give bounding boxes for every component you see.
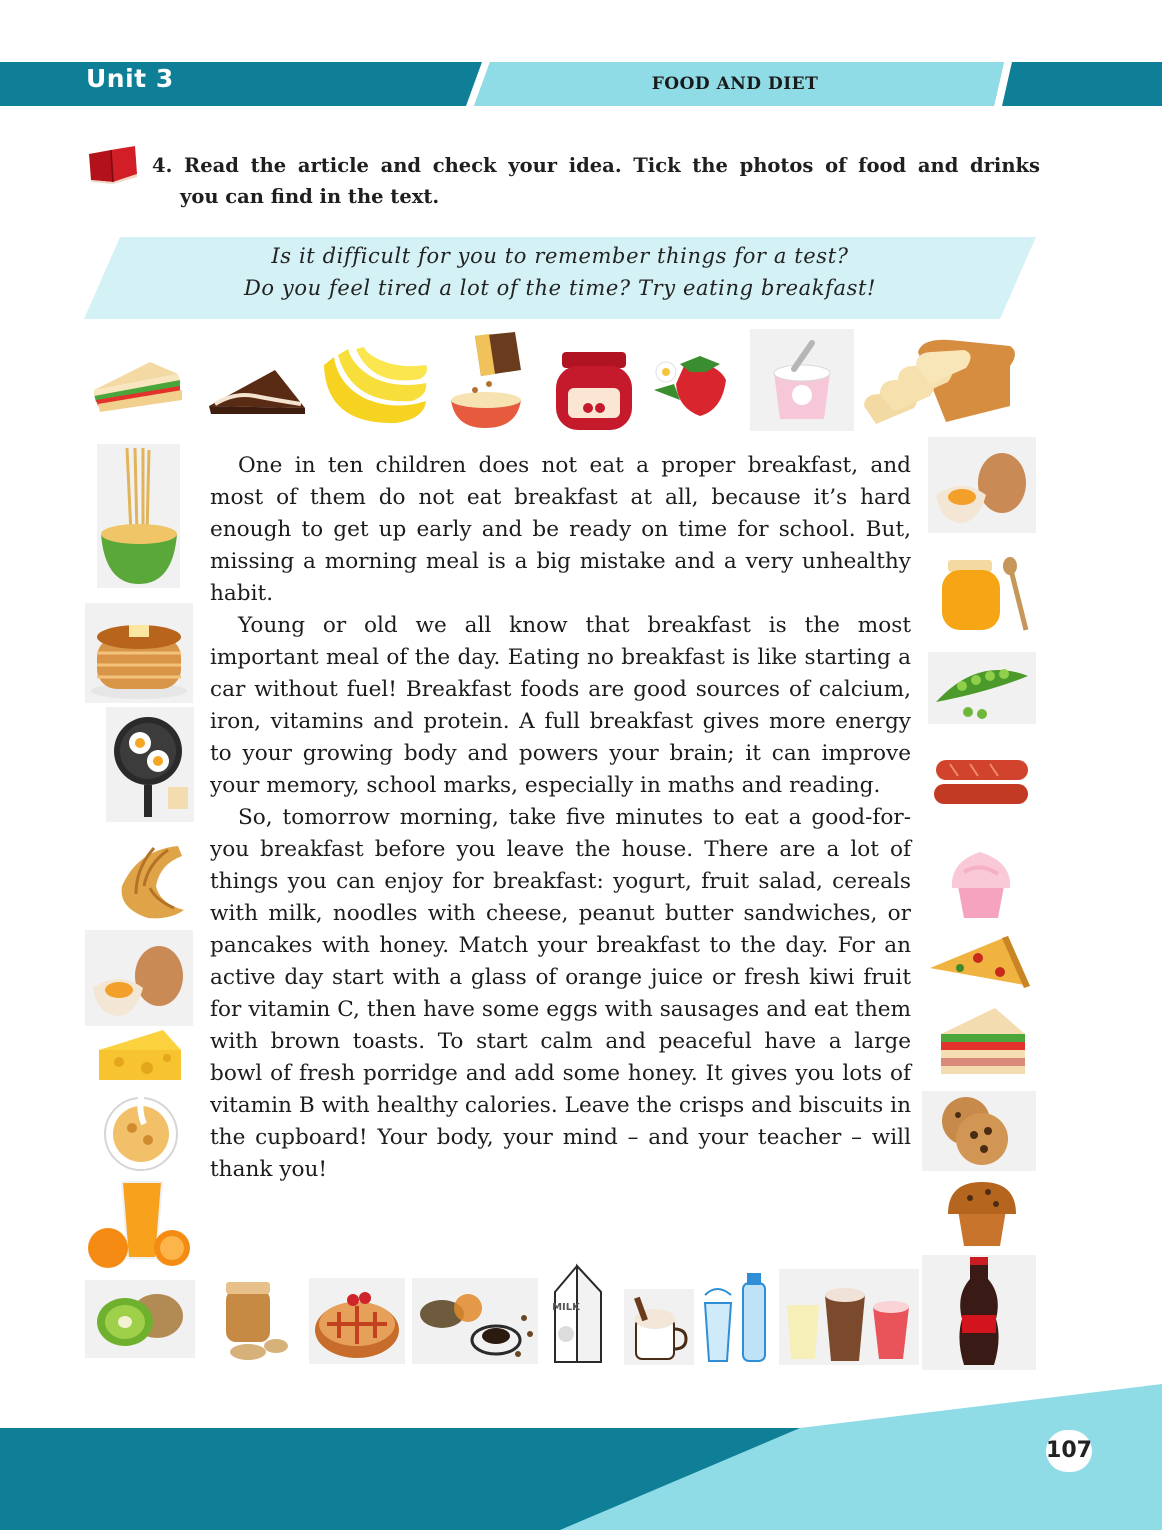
cupcake-icon <box>940 842 1022 922</box>
eggs-icon <box>85 930 193 1026</box>
banner-line: Is it difficult for you to remember things for a test? <box>271 244 849 268</box>
sliced-bread-icon <box>860 336 1020 432</box>
croissant-icon <box>108 838 190 924</box>
milkshakes-icon <box>779 1269 919 1365</box>
book-icon <box>85 144 141 184</box>
task-line: 4. Read the article and check your idea. Tick the photos of food and drinks <box>152 154 1040 177</box>
sandwich-icon <box>88 350 188 418</box>
hot-chocolate-icon <box>624 1289 694 1365</box>
honey-jar-icon <box>930 556 1035 634</box>
jam-jar-icon <box>550 348 638 434</box>
muffin-icon <box>944 1176 1020 1248</box>
peanut-butter-icon <box>218 1272 293 1364</box>
chocolate-cake-slice-icon <box>205 362 310 420</box>
milk-label: MILK <box>552 1302 580 1313</box>
section-title: FOOD AND DIET <box>651 74 819 94</box>
cheese-icon <box>95 1026 185 1084</box>
pie-icon <box>309 1278 405 1364</box>
page-number: 107 <box>1046 1430 1092 1472</box>
article-paragraph: Young or old we all know that breakfast is the most important meal of the day. Eating no breakfast is like starting a car without fuel! Breakfast foods are good sources of calcium, iron, vitamins and protein. A full breakfast gives more energy to your growing body and powers your brain; it can improve your memory, school marks, especially in maths and reading. <box>210 613 911 798</box>
strawberry-icon <box>650 350 745 420</box>
article-paragraph: So, tomorrow morning, take five minutes to eat a good-for-you breakfast before you leave the house. There are a lot of things you can enjoy for breakfast: yogurt, fruit salad, cereals with milk, noodles with cheese, peanut butter sandwiches, or pancakes with honey. Match your breakfast to the day. For an active day start with a glass of orange juice or fresh kiwi fruit for vitamin C, then have some eggs with sausages and eat them with brown toasts. To start calm and peaceful have a large bowl of fresh porridge and add some honey. It gives you lots of vitamin B with healthy calories. Leave the crisps and biscuits in the cupboard! Your body, your mind – and your teacher – will thank you! <box>210 805 911 1182</box>
cereal-milk-bowl-icon <box>98 1090 184 1172</box>
club-sandwich-icon <box>935 1004 1031 1078</box>
footer-band <box>0 1380 1162 1530</box>
peas-icon <box>928 652 1036 724</box>
task-instruction <box>152 150 1040 212</box>
article-paragraph: One in ten children does not eat a proper breakfast, and most of them do not eat breakfast at all, because it’s hard enough to get up early and be ready on time for school. But, missing a morning meal is a big mistake and a very unhealthy habit. <box>210 453 911 606</box>
eggs-icon <box>928 437 1036 533</box>
task-line: you can find in the text. <box>180 185 440 208</box>
banner-text <box>120 240 1000 304</box>
unit-label: Unit 3 <box>86 64 174 93</box>
sausages-icon <box>930 750 1034 814</box>
kiwi-icon <box>85 1280 195 1358</box>
pancakes-icon <box>85 603 193 703</box>
milk-carton-icon <box>549 1262 607 1366</box>
banana-icon <box>316 345 434 435</box>
yogurt-cup-icon <box>750 329 854 431</box>
cereal-chocolate-icon <box>445 330 527 433</box>
tea-coffee-icon <box>412 1278 538 1364</box>
water-bottle-icon <box>697 1265 775 1365</box>
pizza-slice-icon <box>926 932 1036 992</box>
article <box>210 450 911 1186</box>
fried-eggs-pan-icon <box>106 707 194 822</box>
banner-line: Do you feel tired a lot of the time? Try eating breakfast! <box>243 276 877 300</box>
noodles-icon <box>97 444 180 588</box>
orange-juice-icon <box>86 1174 194 1272</box>
cookies-icon <box>922 1091 1036 1171</box>
cola-bottle-icon <box>922 1255 1036 1370</box>
